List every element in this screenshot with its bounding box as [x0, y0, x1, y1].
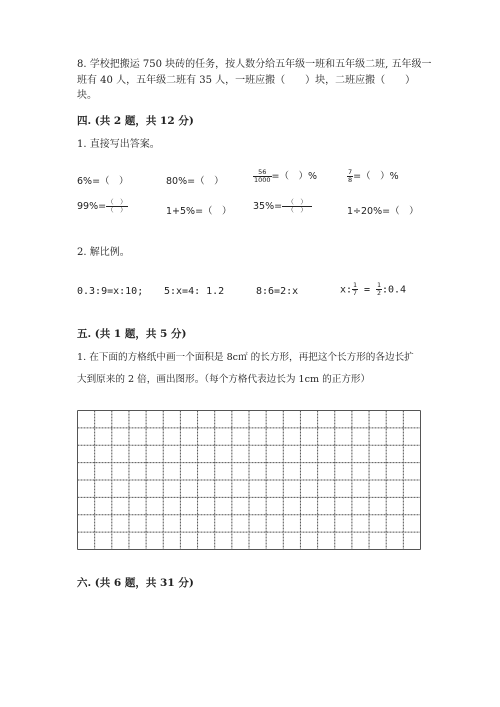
calc-1-div-20-percent: 1÷20%=（ ）	[347, 206, 419, 217]
fraction-numerator: 1	[353, 281, 357, 289]
ratio-prefix: x:	[340, 284, 353, 296]
section-5-heading: 五. (共 1 题，共 5 分)	[77, 328, 187, 340]
equals-blank-percent: =（ ）%	[271, 171, 318, 182]
section-4-q2-title: 2. 解比例。	[77, 247, 130, 258]
fraction-denominator: 1000	[254, 176, 271, 184]
calc-1-plus-5-percent: 1+5%=（ ）	[166, 206, 232, 217]
q8-line-3: 块。	[77, 90, 97, 101]
section-5-q1-line-2: 大到原来的 2 倍，画出图形。（每个方格代表边长为 1cm 的正方形）	[77, 374, 371, 385]
fraction-denominator: （ ）	[107, 206, 127, 214]
ratio-c: 8:6=2:x	[256, 286, 299, 297]
fraction-numerator: （ ）	[282, 199, 312, 207]
ratio-d	[340, 282, 406, 297]
fraction-denominator: 7	[353, 289, 357, 297]
calc-7-over-8	[347, 168, 399, 184]
calc-35-percent	[253, 199, 312, 214]
ratio-a: 0.3:9=x:10;	[77, 286, 144, 297]
equals-blank-percent: =（ ）%	[353, 171, 399, 182]
grid-lines	[77, 410, 421, 550]
calc-56-over-1000	[253, 168, 317, 184]
calc-6-percent: 6%=（ ）	[77, 176, 129, 187]
calc-prefix: 35%=	[253, 201, 283, 212]
fraction-numerator: （ ）	[107, 198, 127, 206]
fraction-numerator: 56	[253, 169, 272, 177]
ratio-equals: =	[357, 284, 377, 296]
calc-80-percent: 80%=（ ）	[166, 176, 224, 187]
section-5-q1-line-1: 1. 在下面的方格纸中画一个面积是 8c㎡ 的长方形，再把这个长方形的各边长扩	[77, 352, 414, 363]
fraction-numerator: 7	[348, 168, 353, 176]
section-6-heading: 六. (共 6 题，共 31 分)	[77, 577, 194, 589]
fraction-numerator: 1	[377, 281, 381, 289]
ratio-b: 5:x=4: 1.2	[164, 286, 225, 297]
fraction-denominator: 8	[348, 176, 353, 184]
fraction-denominator: 2	[377, 289, 381, 297]
q8-line-2: 班有 40 人，五年级二班有 35 人，一班应搬（ ）块，二班应搬（ ）	[77, 75, 416, 86]
calc-prefix: 99%=	[77, 201, 107, 212]
section-4-q1-title: 1. 直接写出答案。	[77, 139, 160, 150]
square-grid-paper[interactable]	[77, 410, 421, 550]
ratio-suffix: :0.4	[381, 284, 407, 296]
q8-line-1: 8. 学校把搬运 750 块砖的任务，按人数分给五年级一班和五年级二班, 五年级一	[77, 59, 432, 70]
calc-99-percent	[77, 199, 128, 214]
section-4-heading: 四. (共 2 题，共 12 分)	[77, 115, 194, 127]
fraction-denominator: （ ）	[287, 206, 307, 214]
